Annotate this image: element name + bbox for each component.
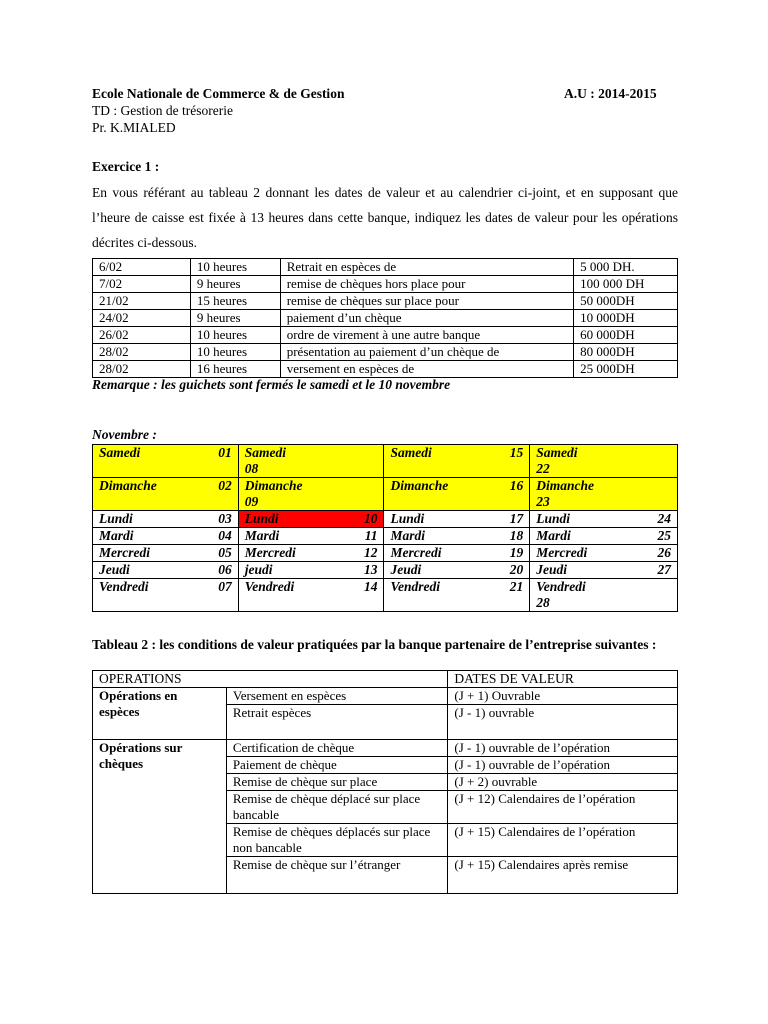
day-entry (99, 562, 232, 578)
calendar-day-cell (238, 445, 384, 478)
day-name: Lundi (99, 511, 133, 526)
day-number: 22 (536, 461, 550, 476)
operation-row (93, 344, 678, 361)
day-name: Vendredi (536, 579, 586, 594)
remark-note: Remarque : les guichets sont fermés le samedi et le 10 novembre (92, 377, 451, 392)
calendar-row (93, 511, 678, 528)
operation-row (93, 259, 678, 276)
calendar-day-cell (93, 545, 239, 562)
calendar-day-cell (238, 579, 384, 612)
day-name: Mercredi (536, 545, 588, 560)
day-name: Dimanche (244, 478, 303, 493)
day-entry (99, 478, 232, 494)
calendar-day-cell (384, 511, 530, 528)
november-calendar (92, 444, 678, 612)
operation-row (93, 276, 678, 293)
exercise-statement: En vous référant au tableau 2 donnant les dates de valeur et au calendrier ci-joint, et en supposant que l’heure de caisse est fixée à 13 heures dans cette banque, indiquez les dates de valeur pour les opérations décrites ci-dessous. (92, 185, 678, 250)
day-name: jeudi (244, 562, 273, 577)
calendar-day-cell (238, 478, 384, 511)
day-number: 18 (509, 528, 524, 543)
operation-date: 26/02 (93, 327, 191, 344)
operation-date: 28/02 (93, 344, 191, 361)
day-entry (245, 562, 378, 578)
operation-type: Remise de chèque sur l’étranger (226, 857, 448, 894)
day-entry (390, 545, 523, 561)
day-entry (536, 478, 671, 510)
day-number: 06 (218, 562, 232, 577)
calendar-day-cell (238, 511, 384, 528)
calendar-day-cell (384, 478, 530, 511)
calendar-day-cell (384, 562, 530, 579)
school-name: Ecole Nationale de Commerce & de Gestion (92, 86, 345, 101)
day-entry (536, 511, 671, 527)
calendar-day-cell (384, 445, 530, 478)
day-name: Jeudi (99, 562, 130, 577)
day-entry (99, 579, 232, 595)
operation-category: Opérations en espèces (93, 688, 227, 740)
day-name: Mardi (244, 528, 280, 543)
value-date-rule: (J - 1) ouvrable (448, 705, 678, 740)
value-date-rule: (J + 12) Calendaires de l’opération (448, 791, 678, 824)
operations-table (92, 258, 678, 378)
day-number: 16 (509, 478, 524, 493)
day-entry (390, 511, 523, 527)
calendar-day-cell (93, 579, 239, 612)
value-date-rule: (J - 1) ouvrable de l’opération (448, 757, 678, 774)
day-name: Samedi (99, 445, 141, 460)
day-name: Samedi (244, 445, 287, 460)
day-name: Lundi (244, 511, 279, 526)
day-entry (390, 445, 523, 461)
calendar-day-cell (93, 528, 239, 545)
day-name: Dimanche (536, 478, 594, 493)
operation-date: 21/02 (93, 293, 191, 310)
day-number: 09 (244, 494, 259, 509)
operation-type: Remise de chèque sur place (226, 774, 448, 791)
table2-title: Tableau 2 : les conditions de valeur pratiquées par la banque partenaire de l’entreprise suivantes : (92, 637, 657, 652)
operation-row (93, 310, 678, 327)
operation-type: Certification de chèque (226, 740, 448, 757)
operation-row (93, 361, 678, 378)
table2-header-row (93, 671, 678, 688)
day-number: 21 (509, 579, 524, 594)
day-number: 10 (363, 511, 378, 526)
operation-type: Remise de chèques déplacés sur place non bancable (226, 824, 448, 857)
day-name: Vendredi (99, 579, 149, 594)
day-number: 13 (363, 562, 378, 577)
operation-amount: 25 000DH (574, 361, 678, 378)
operation-amount: 60 000DH (574, 327, 678, 344)
day-entry (245, 511, 378, 527)
day-name: Vendredi (244, 579, 295, 594)
value-dates-header: DATES DE VALEUR (448, 671, 678, 688)
condition-row (93, 740, 678, 757)
day-name: Jeudi (390, 562, 422, 577)
day-name: Dimanche (99, 478, 157, 493)
day-number: 14 (363, 579, 378, 594)
value-date-rule: (J + 2) ouvrable (448, 774, 678, 791)
operation-description: remise de chèques hors place pour (280, 276, 573, 293)
operation-description: versement en espèces de (280, 361, 573, 378)
exercise-title: Exercice 1 : (92, 159, 160, 174)
day-entry (536, 528, 671, 544)
day-entry (390, 579, 523, 595)
day-number: 02 (218, 478, 232, 493)
calendar-day-cell (238, 562, 384, 579)
condition-row (93, 688, 678, 705)
day-entry (536, 579, 671, 611)
day-name: Mercredi (244, 545, 296, 560)
operation-description: paiement d’un chèque (280, 310, 573, 327)
operation-category: Opérations sur chèques (93, 740, 227, 894)
operation-amount: 5 000 DH. (574, 259, 678, 276)
calendar-row (93, 579, 678, 612)
day-name: Mardi (536, 528, 571, 543)
day-entry (245, 579, 378, 595)
calendar-day-cell (530, 511, 678, 528)
operation-date: 24/02 (93, 310, 191, 327)
day-name: Mardi (99, 528, 134, 543)
operation-time: 10 heures (190, 327, 280, 344)
day-number: 23 (536, 494, 550, 509)
day-name: Mercredi (99, 545, 150, 560)
operation-type: Remise de chèque déplacé sur place bancable (226, 791, 448, 824)
day-number: 26 (657, 545, 671, 560)
academic-year: A.U : 2014-2015 (564, 86, 657, 101)
operation-time: 15 heures (190, 293, 280, 310)
calendar-row (93, 545, 678, 562)
operation-time: 16 heures (190, 361, 280, 378)
day-number: 05 (218, 545, 232, 560)
calendar-row (93, 478, 678, 511)
day-entry (536, 562, 671, 578)
value-date-rule: (J + 1) Ouvrable (448, 688, 678, 705)
day-entry (99, 445, 232, 461)
value-conditions-table (92, 670, 678, 894)
operation-time: 9 heures (190, 310, 280, 327)
day-entry (245, 478, 378, 510)
operation-row (93, 293, 678, 310)
operation-time: 10 heures (190, 259, 280, 276)
operation-amount: 10 000DH (574, 310, 678, 327)
operation-amount: 80 000DH (574, 344, 678, 361)
day-number: 11 (364, 528, 378, 543)
calendar-day-cell (384, 579, 530, 612)
day-name: Dimanche (390, 478, 449, 493)
calendar-row (93, 562, 678, 579)
calendar-day-cell (93, 478, 239, 511)
professor-name: Pr. K.MIALED (92, 120, 176, 135)
day-entry (245, 545, 378, 561)
day-number: 03 (218, 511, 232, 526)
day-number: 28 (536, 595, 550, 610)
operation-date: 6/02 (93, 259, 191, 276)
day-entry (99, 528, 232, 544)
day-name: Mardi (390, 528, 425, 543)
day-entry (245, 445, 378, 477)
day-number: 08 (244, 461, 259, 476)
day-entry (536, 545, 671, 561)
calendar-title: Novembre : (92, 427, 157, 442)
day-name: Samedi (390, 445, 432, 460)
day-number: 24 (657, 511, 671, 526)
operation-row (93, 327, 678, 344)
calendar-day-cell (238, 528, 384, 545)
operation-description: remise de chèques sur place pour (280, 293, 573, 310)
day-name: Mercredi (390, 545, 442, 560)
calendar-day-cell (530, 528, 678, 545)
operations-header: OPERATIONS (93, 671, 448, 688)
calendar-day-cell (530, 445, 678, 478)
day-number: 25 (657, 528, 671, 543)
calendar-day-cell (384, 528, 530, 545)
day-name: Lundi (390, 511, 425, 526)
day-entry (99, 511, 232, 527)
day-entry (390, 478, 523, 494)
calendar-day-cell (530, 545, 678, 562)
calendar-day-cell (530, 478, 678, 511)
calendar-day-cell (384, 545, 530, 562)
day-number: 20 (509, 562, 524, 577)
operation-type: Retrait espèces (226, 705, 448, 740)
day-entry (99, 545, 232, 561)
value-date-rule: (J - 1) ouvrable de l’opération (448, 740, 678, 757)
calendar-row (93, 445, 678, 478)
day-number: 15 (509, 445, 524, 460)
operation-amount: 50 000DH (574, 293, 678, 310)
day-name: Vendredi (390, 579, 440, 594)
day-entry (245, 528, 378, 544)
value-date-rule: (J + 15) Calendaires après remise (448, 857, 678, 894)
operation-description: ordre de virement à une autre banque (280, 327, 573, 344)
calendar-day-cell (530, 562, 678, 579)
day-number: 17 (509, 511, 524, 526)
operation-type: Versement en espèces (226, 688, 448, 705)
operation-description: Retrait en espèces de (280, 259, 573, 276)
day-number: 04 (218, 528, 232, 543)
day-number: 07 (218, 579, 232, 594)
operation-date: 7/02 (93, 276, 191, 293)
calendar-row (93, 528, 678, 545)
calendar-day-cell (93, 445, 239, 478)
day-number: 12 (363, 545, 378, 560)
day-entry (390, 562, 523, 578)
calendar-day-cell (530, 579, 678, 612)
operation-time: 10 heures (190, 344, 280, 361)
day-name: Lundi (536, 511, 570, 526)
day-name: Jeudi (536, 562, 567, 577)
day-number: 01 (218, 445, 232, 460)
operation-amount: 100 000 DH (574, 276, 678, 293)
day-entry (390, 528, 523, 544)
operation-time: 9 heures (190, 276, 280, 293)
course-title: TD : Gestion de trésorerie (92, 103, 233, 118)
operation-date: 28/02 (93, 361, 191, 378)
day-number: 19 (509, 545, 524, 560)
day-number: 27 (657, 562, 671, 577)
day-entry (536, 445, 671, 477)
operation-type: Paiement de chèque (226, 757, 448, 774)
day-name: Samedi (536, 445, 578, 460)
value-date-rule: (J + 15) Calendaires de l’opération (448, 824, 678, 857)
calendar-day-cell (93, 562, 239, 579)
calendar-day-cell (238, 545, 384, 562)
calendar-day-cell (93, 511, 239, 528)
operation-description: présentation au paiement d’un chèque de (280, 344, 573, 361)
